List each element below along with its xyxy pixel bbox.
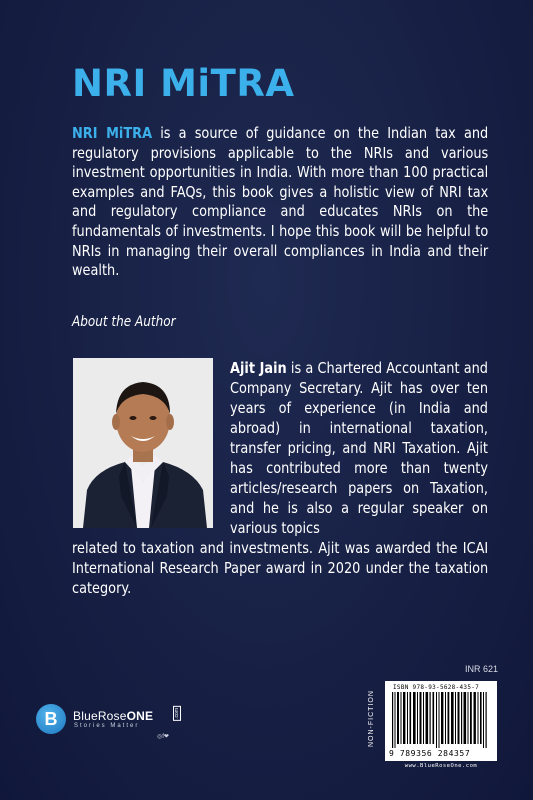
book-title: NRI MiTRA <box>72 62 295 105</box>
about-author-heading: About the Author <box>72 314 176 330</box>
author-photo <box>73 358 213 528</box>
intro-paragraph <box>72 124 488 281</box>
publisher-name-part1: BlueRose <box>73 709 127 723</box>
publisher-name <box>73 709 153 723</box>
barcode-number: 9 789356 284357 <box>389 749 471 758</box>
publisher-name-part2: ONE <box>126 709 154 723</box>
author-bio-top <box>230 358 488 538</box>
barcode-bars <box>388 692 494 748</box>
genre-label: NON-FICTION <box>368 690 375 748</box>
barcode <box>385 681 497 761</box>
publisher-tagline: Stories Matter <box>74 723 140 729</box>
publisher-website: www.BlueRoseOne.com <box>404 763 478 769</box>
isbn-label: ISBN 978-93-5628-435-7 <box>393 684 480 691</box>
publisher-dotcom: .com <box>174 708 180 719</box>
author-bio-part1: is a Chartered Accountant and Company Secretary. Ajit has over ten years of experience (in India and abroad) in international taxation, transfer pricing, and NRI Taxation. Ajit has contributed more than twenty articles/research papers on Taxation, and he is also a regular speaker on various topics <box>230 359 488 537</box>
intro-text: is a source of guidance on the Indian tax and regulatory provisions applicable to the NRIs and various investment opportunities in India. With more than 100 practical examples and FAQs, this book gives a holistic view of NRI tax and regulatory compliance and educates NRIs on the fundamentals of investments. I hope this book will be helpful to NRIs in managing their overall compliances in India and their wealth. <box>72 124 489 280</box>
logo-b-icon: B <box>36 704 66 734</box>
author-name: Ajit Jain <box>230 359 287 377</box>
publisher-logo <box>36 704 186 736</box>
intro-brand: NRI MiTRA <box>72 124 153 142</box>
author-portrait-image <box>73 358 213 528</box>
social-icons: ◎f❤ <box>157 734 169 740</box>
author-bio-part2: related to taxation and investments. Ajit was awarded the ICAI International Research Paper award in 2020 under the taxation category. <box>72 539 489 597</box>
price-label: INR 621 <box>464 664 498 674</box>
